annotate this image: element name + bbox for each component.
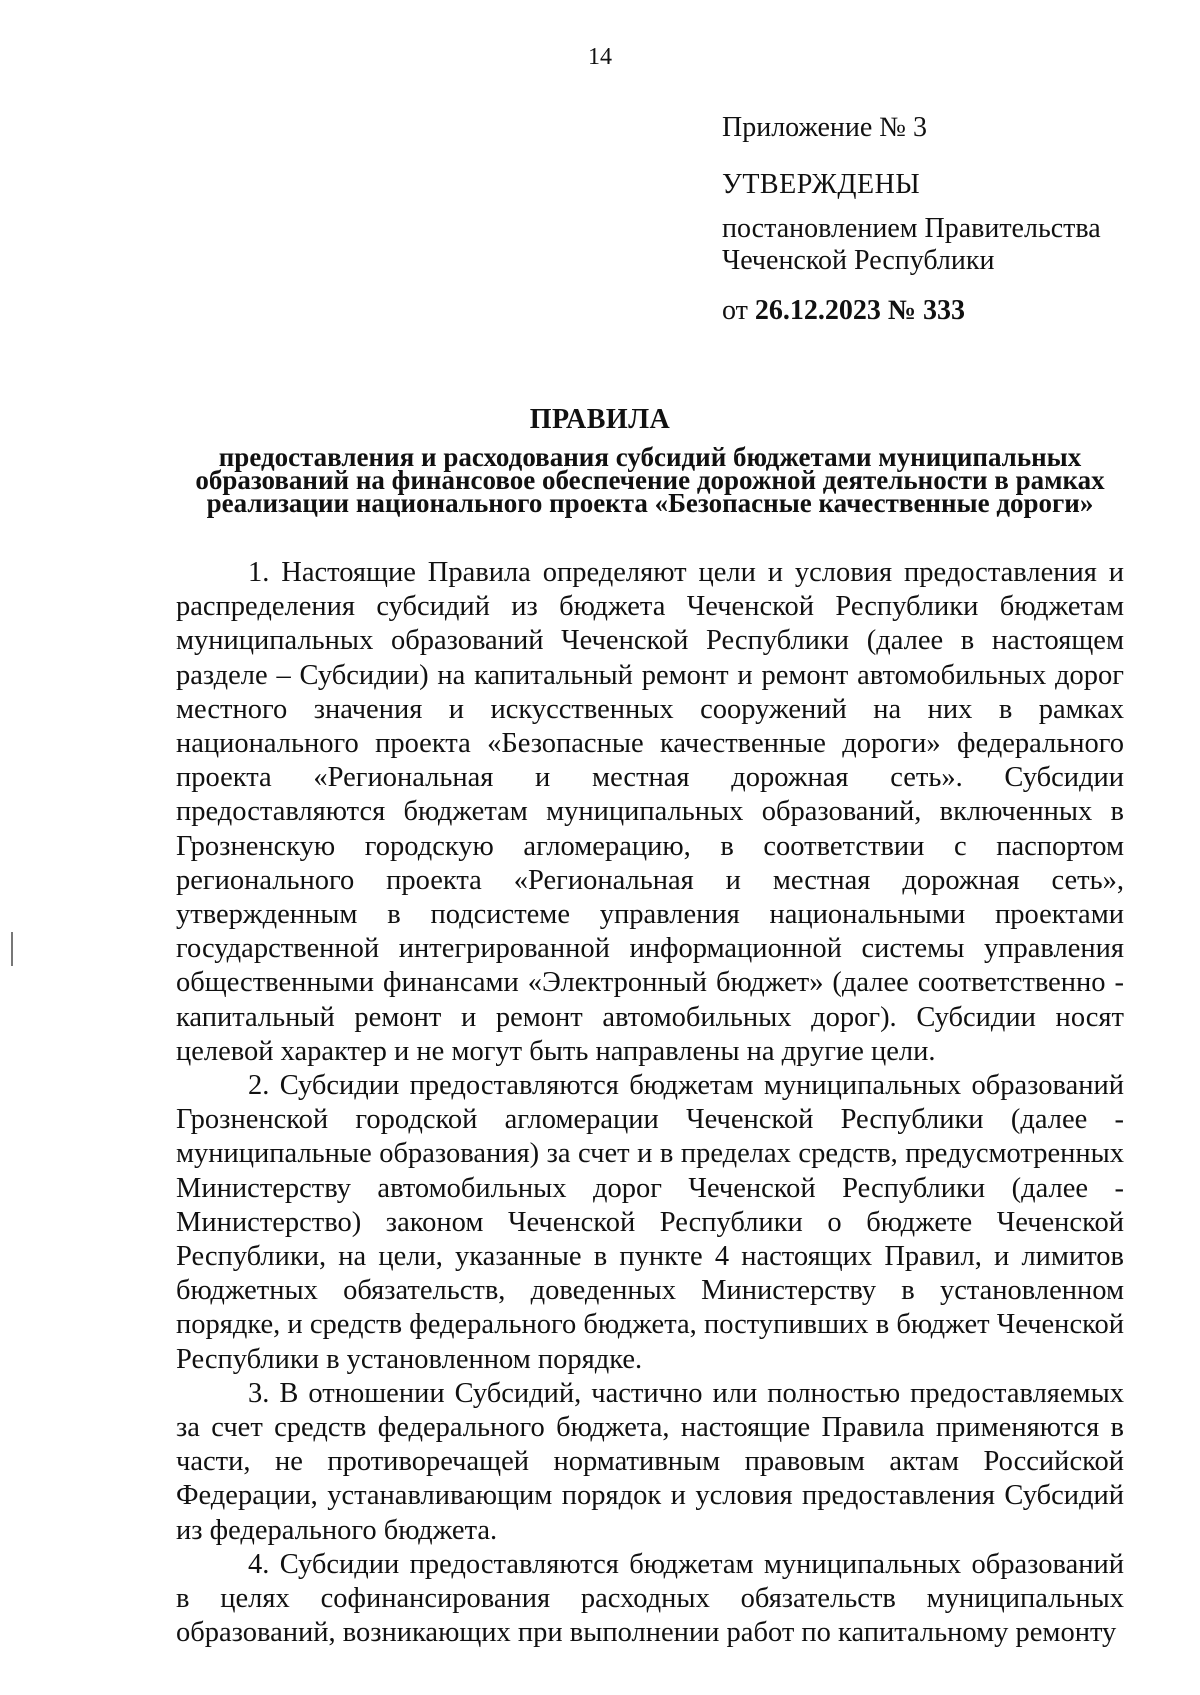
document-body: [176, 556, 1124, 1651]
approved-label: УТВЕРЖДЕНЫ: [722, 169, 921, 200]
decree-line-2: Чеченской Республики: [722, 245, 995, 276]
decree-date-number: 26.12.2023 № 333: [754, 295, 966, 326]
paragraph: 2. Субсидии предоставляются бюджетам муниципальных образований Грозненской городской агломерации Чеченской Республики (далее - муниципальные образования) за счет и в пределах средств, предусмотренных Министерству автомобильных дорог Чеченской Республики (далее - Министерство) законом Чеченской Республики о бюджете Чеченской Республики, на цели, указанные в пункте 4 настоящих Правил, и лимитов бюджетных обязательств, доведенных Министерству в установленном порядке, и средств федерального бюджета, поступивших в бюджет Чеченской Республики в установленном порядке.: [176, 1070, 1124, 1375]
decree-text: [722, 213, 1142, 277]
decree-date-line: [722, 295, 1142, 327]
page-number: 14: [588, 44, 612, 70]
paragraph: 1. Настоящие Правила определяют цели и условия предоставления и распределения субсидий из бюджета Чеченской Республики бюджетам муниципальных образований Чеченской Республики (далее в настоящем разделе – Субсидии) на капитальный ремонт и ремонт автомобильных дорог местного значения и искусственных сооружений на них в рамках национального проекта «Безопасные качественные дороги» федерального проекта «Региональная и местная дорожная сеть». Субсидии предоставляются бюджетам муниципальных образований, включенных в Грозненскую городскую агломерацию, в соответствии с паспортом регионального проекта «Региональная и местная дорожная сеть», утвержденным в подсистеме управления национальными проектами государственной интегрированной информационной системы управления общественными финансами «Электронный бюджет» (далее соответственно - капитальный ремонт и ремонт автомобильных дорог). Субсидии носят целевой характер и не могут быть направлены на другие цели.: [176, 557, 1124, 1067]
document-subtitle: предоставления и расходования субсидий бюджетами муниципальных образований на финансовое обеспечение дорожной деятельности в рамках реализации национального проекта «Безопасные качественные дороги»: [195, 442, 1105, 518]
date-prefix: от: [722, 295, 755, 326]
paragraph: 4. Субсидии предоставляются бюджетам муниципальных образований в целях софинансирования расходных обязательств муниципальных образований, возникающих при выполнении работ по капитальному ремонту: [176, 1548, 1124, 1649]
scan-margin-mark: [11, 932, 13, 966]
document-title: ПРАВИЛА: [529, 404, 671, 435]
paragraph: 3. В отношении Субсидий, частично или полностью предоставляемых за счет средств федерального бюджета, настоящие Правила применяются в части, не противоречащей нормативным правовым актам Российской Федерации, устанавливающим порядок и условия предоставления Субсидий из федерального бюджета.: [176, 1377, 1124, 1546]
decree-line-1: постановлением Правительства: [722, 213, 1101, 244]
appendix-label: Приложение № 3: [722, 112, 927, 143]
approval-block: [722, 112, 1142, 327]
